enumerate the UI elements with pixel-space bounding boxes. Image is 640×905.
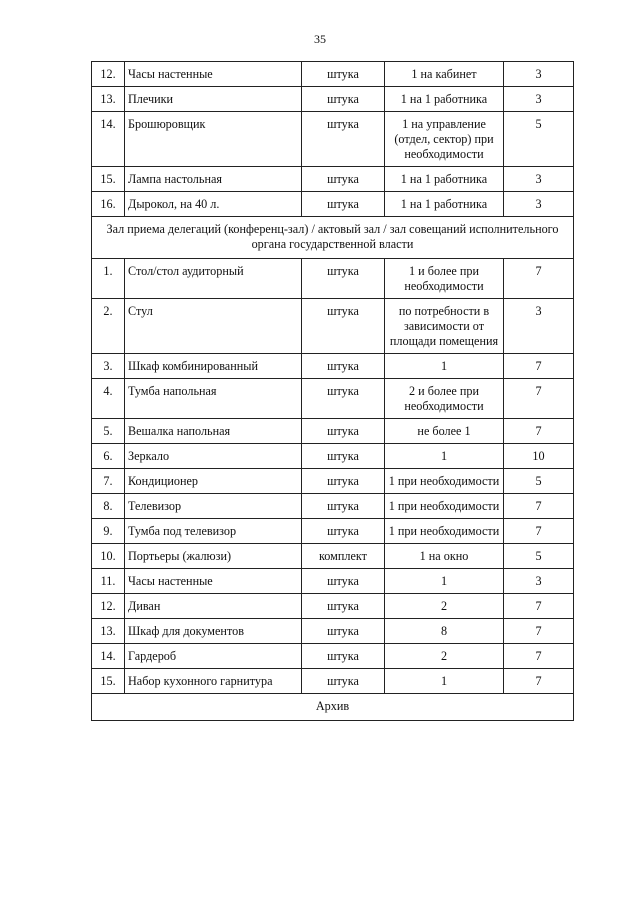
quantity-norm: 2 bbox=[385, 644, 504, 669]
table-row bbox=[92, 569, 574, 594]
section-header-archive bbox=[92, 694, 574, 721]
unit-of-measure: штука bbox=[302, 192, 385, 217]
quantity-norm: не более 1 bbox=[385, 419, 504, 444]
unit-of-measure: штука bbox=[302, 259, 385, 299]
unit-of-measure: штука bbox=[302, 594, 385, 619]
unit-of-measure: штука bbox=[302, 379, 385, 419]
quantity-norm: 1 на кабинет bbox=[385, 62, 504, 87]
table-row bbox=[92, 419, 574, 444]
row-number: 13. bbox=[92, 619, 125, 644]
item-name: Гардероб bbox=[125, 644, 302, 669]
row-number: 6. bbox=[92, 444, 125, 469]
quantity-norm: 2 и более при необходимости bbox=[385, 379, 504, 419]
norms-table bbox=[91, 61, 574, 721]
section-header-conference bbox=[92, 217, 574, 259]
table-row bbox=[92, 167, 574, 192]
table-row bbox=[92, 444, 574, 469]
quantity-norm: 1 bbox=[385, 569, 504, 594]
quantity-norm: 1 на управление (отдел, сектор) при необходимости bbox=[385, 112, 504, 167]
service-life: 3 bbox=[504, 167, 574, 192]
table-row bbox=[92, 644, 574, 669]
item-name: Кондиционер bbox=[125, 469, 302, 494]
unit-of-measure: штука bbox=[302, 419, 385, 444]
service-life: 5 bbox=[504, 544, 574, 569]
row-number: 15. bbox=[92, 167, 125, 192]
row-number: 12. bbox=[92, 62, 125, 87]
row-number: 11. bbox=[92, 569, 125, 594]
service-life: 7 bbox=[504, 354, 574, 379]
table-row bbox=[92, 544, 574, 569]
row-number: 4. bbox=[92, 379, 125, 419]
row-number: 9. bbox=[92, 519, 125, 544]
unit-of-measure: штука bbox=[302, 494, 385, 519]
item-name: Телевизор bbox=[125, 494, 302, 519]
service-life: 3 bbox=[504, 62, 574, 87]
item-name: Зеркало bbox=[125, 444, 302, 469]
item-name: Тумба под телевизор bbox=[125, 519, 302, 544]
unit-of-measure: штука bbox=[302, 87, 385, 112]
table-row bbox=[92, 494, 574, 519]
quantity-norm: 1 bbox=[385, 669, 504, 694]
service-life: 7 bbox=[504, 519, 574, 544]
item-name: Шкаф комбинированный bbox=[125, 354, 302, 379]
unit-of-measure: штука bbox=[302, 469, 385, 494]
table-row bbox=[92, 112, 574, 167]
table-row bbox=[92, 259, 574, 299]
row-number: 3. bbox=[92, 354, 125, 379]
unit-of-measure: штука bbox=[302, 569, 385, 594]
service-life: 7 bbox=[504, 619, 574, 644]
item-name: Дырокол, на 40 л. bbox=[125, 192, 302, 217]
unit-of-measure: комплект bbox=[302, 544, 385, 569]
unit-of-measure: штука bbox=[302, 62, 385, 87]
unit-of-measure: штука bbox=[302, 669, 385, 694]
service-life: 7 bbox=[504, 259, 574, 299]
service-life: 3 bbox=[504, 192, 574, 217]
service-life: 7 bbox=[504, 379, 574, 419]
service-life: 3 bbox=[504, 87, 574, 112]
item-name: Диван bbox=[125, 594, 302, 619]
quantity-norm: 1 на 1 работника bbox=[385, 192, 504, 217]
service-life: 5 bbox=[504, 112, 574, 167]
service-life: 3 bbox=[504, 299, 574, 354]
quantity-norm: 1 на 1 работника bbox=[385, 87, 504, 112]
service-life: 5 bbox=[504, 469, 574, 494]
quantity-norm: 1 bbox=[385, 444, 504, 469]
unit-of-measure: штука bbox=[302, 354, 385, 379]
unit-of-measure: штука bbox=[302, 444, 385, 469]
table-row bbox=[92, 192, 574, 217]
table-row bbox=[92, 299, 574, 354]
row-number: 10. bbox=[92, 544, 125, 569]
item-name: Часы настенные bbox=[125, 569, 302, 594]
quantity-norm: 1 и более при необходимости bbox=[385, 259, 504, 299]
service-life: 7 bbox=[504, 419, 574, 444]
unit-of-measure: штука bbox=[302, 619, 385, 644]
unit-of-measure: штука bbox=[302, 519, 385, 544]
row-number: 16. bbox=[92, 192, 125, 217]
table-row bbox=[92, 619, 574, 644]
row-number: 14. bbox=[92, 112, 125, 167]
service-life: 10 bbox=[504, 444, 574, 469]
item-name: Портьеры (жалюзи) bbox=[125, 544, 302, 569]
row-number: 13. bbox=[92, 87, 125, 112]
section-title-conference: Зал приема делегаций (конференц-зал) / актовый зал / зал совещаний исполнительного органа государственной власти bbox=[92, 217, 574, 259]
item-name: Вешалка напольная bbox=[125, 419, 302, 444]
service-life: 7 bbox=[504, 644, 574, 669]
table-row bbox=[92, 519, 574, 544]
table-row bbox=[92, 354, 574, 379]
item-name: Набор кухонного гарнитура bbox=[125, 669, 302, 694]
row-number: 8. bbox=[92, 494, 125, 519]
row-number: 5. bbox=[92, 419, 125, 444]
quantity-norm: 1 при необходимости bbox=[385, 494, 504, 519]
table-row bbox=[92, 669, 574, 694]
item-name: Стол/стол аудиторный bbox=[125, 259, 302, 299]
row-number: 1. bbox=[92, 259, 125, 299]
item-name: Тумба напольная bbox=[125, 379, 302, 419]
service-life: 3 bbox=[504, 569, 574, 594]
table-row bbox=[92, 469, 574, 494]
quantity-norm: 2 bbox=[385, 594, 504, 619]
table-row bbox=[92, 379, 574, 419]
page-number: 35 bbox=[314, 32, 326, 46]
unit-of-measure: штука bbox=[302, 167, 385, 192]
unit-of-measure: штука bbox=[302, 112, 385, 167]
quantity-norm: 1 bbox=[385, 354, 504, 379]
quantity-norm: 1 на окно bbox=[385, 544, 504, 569]
quantity-norm: 1 при необходимости bbox=[385, 519, 504, 544]
table-row bbox=[92, 62, 574, 87]
item-name: Шкаф для документов bbox=[125, 619, 302, 644]
row-number: 15. bbox=[92, 669, 125, 694]
table-row bbox=[92, 87, 574, 112]
unit-of-measure: штука bbox=[302, 644, 385, 669]
row-number: 7. bbox=[92, 469, 125, 494]
row-number: 2. bbox=[92, 299, 125, 354]
item-name: Стул bbox=[125, 299, 302, 354]
row-number: 14. bbox=[92, 644, 125, 669]
item-name: Плечики bbox=[125, 87, 302, 112]
item-name: Часы настенные bbox=[125, 62, 302, 87]
norms-table-body bbox=[92, 62, 574, 721]
table-row bbox=[92, 594, 574, 619]
item-name: Брошюровщик bbox=[125, 112, 302, 167]
row-number: 12. bbox=[92, 594, 125, 619]
item-name: Лампа настольная bbox=[125, 167, 302, 192]
section-title-archive: Архив bbox=[92, 694, 574, 721]
service-life: 7 bbox=[504, 494, 574, 519]
quantity-norm: 1 при необходимости bbox=[385, 469, 504, 494]
quantity-norm: 8 bbox=[385, 619, 504, 644]
service-life: 7 bbox=[504, 594, 574, 619]
quantity-norm: 1 на 1 работника bbox=[385, 167, 504, 192]
unit-of-measure: штука bbox=[302, 299, 385, 354]
service-life: 7 bbox=[504, 669, 574, 694]
quantity-norm: по потребности в зависимости от площади помещения bbox=[385, 299, 504, 354]
